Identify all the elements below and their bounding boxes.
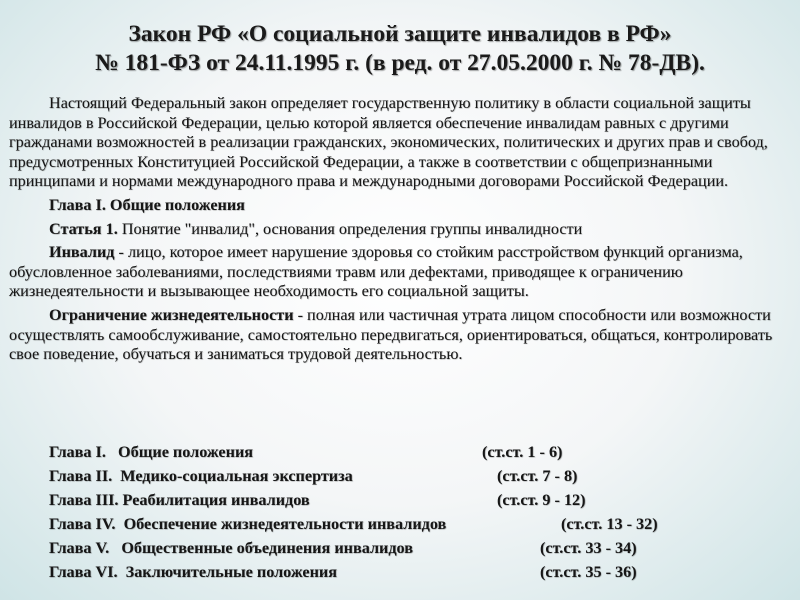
toc-ref-4: (ст.ст. 13 - 32) [561,515,658,533]
toc-chapter-3: Глава III. Реабилитация инвалидов [49,491,310,509]
toc-ref-1: (ст.ст. 1 - 6) [482,443,563,461]
limitation-term: Ограничение жизнедеятельности [49,305,294,324]
toc-row-5 [49,537,637,559]
toc-row-3 [49,489,586,511]
limitation-definition [9,306,794,365]
toc-chapter-6: Глава VI. Заключительные положения [49,563,337,581]
document-body [9,94,794,365]
title-line-2: № 181-ФЗ от 24.11.1995 г. (в ред. от 27.05.2000 г. № 78-ДВ). [95,50,705,76]
toc-chapter-5: Глава V. Общественные объединения инвалидов [49,539,413,557]
toc-row-6 [49,561,637,583]
toc-ref-6: (ст.ст. 35 - 36) [540,563,637,581]
chapter1-heading-text: Глава I. Общие положения [49,195,245,214]
article1-text: Понятие "инвалид", основания определения группы инвалидности [117,219,583,238]
toc-row-4 [49,513,658,535]
toc-ref-3: (ст.ст. 9 - 12) [497,491,586,509]
disabled-text: - лицо, которое имеет нарушение здоровья со стойким расстройством функций организма, обусловленное заболеваниями, последствиями травм или дефектами, приводящее к ограничению жизнедеятельности и вызывающее необходимость его социальной защиты. [9,243,743,301]
toc-chapter-2: Глава II. Медико-социальная экспертиза [49,467,353,485]
chapter1-heading [9,196,794,216]
disabled-definition [9,243,794,302]
intro-paragraph: Настоящий Федеральный закон определяет государственную политику в области социальной защиты инвалидов в Российской Федерации, целью которой является обеспечение инвалидам равных с другими гражданами возможностей в реализации гражданских, экономических, политических и других прав и свобод, предусмотренных Конституцией Российской Федерации, а также в соответствии с общепризнанными принципами и нормами международного права и международными договорами Российской Федерации. [9,94,768,191]
title-line-1: Закон РФ «О социальной защите инвалидов в РФ» [128,21,672,47]
toc-row-2 [49,465,578,487]
article1-heading [9,220,794,240]
toc-chapter-4: Глава IV. Обеспечение жизнедеятельности инвалидов [49,515,447,533]
toc-ref-2: (ст.ст. 7 - 8) [497,467,578,485]
limitation-text: - полная или частичная утрата лицом способности или возможности осуществлять самообслуживание, самостоятельно передвигаться, ориентироваться, общаться, контролировать свое поведение, обучаться и заниматься трудовой деятельностью. [9,305,773,364]
toc-ref-5: (ст.ст. 33 - 34) [540,539,637,557]
toc-row-1 [49,441,563,463]
document-title [0,20,800,78]
article1-label: Статья 1. [49,219,118,238]
disabled-term: Инвалид [49,243,115,262]
toc-chapter-1: Глава I. Общие положения [49,443,254,461]
